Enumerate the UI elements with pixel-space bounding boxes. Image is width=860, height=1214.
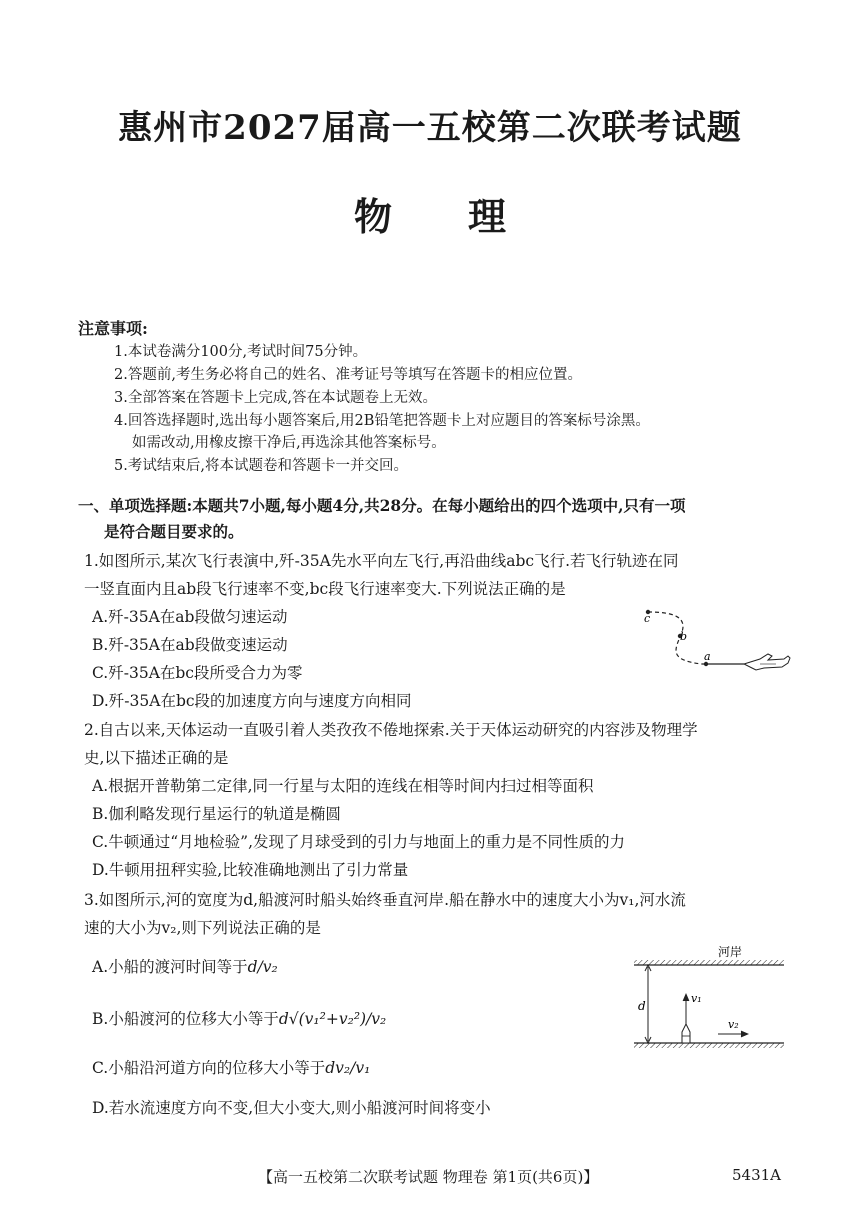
q3-option-b	[92, 1007, 386, 1029]
notes-heading: 注意事项:	[78, 319, 148, 338]
note-item: 4.回答选择题时,选出每小题答案后,用2B铅笔把答题卡上对应题目的答案标号涂黑。	[114, 413, 650, 429]
q3-option-a	[92, 955, 278, 977]
footer-page-info: 【高一五校第二次联考试题 物理卷 第1页(共6页)】	[258, 1168, 599, 1186]
q3-option-b-expr: d√(v₁²+v₂²)/v₂	[278, 1010, 387, 1028]
q3-option-c-text: C.小船沿河道方向的位移大小等于	[92, 1059, 326, 1077]
q1-option-b: B.歼-35A在ab段做变速运动	[92, 636, 288, 654]
q3-label-v1: v₁	[691, 992, 702, 1005]
subject-char-2: 理	[468, 194, 507, 239]
q2-stem-line: 史,以下描述正确的是	[84, 749, 229, 767]
q2-option-d: D.牛顿用扭秤实验,比较准确地测出了引力常量	[92, 861, 409, 879]
exam-title: 惠州市2027届高一五校第二次联考试题	[118, 108, 742, 148]
q3-river-figure	[628, 940, 788, 1052]
q2-stem-line: 2.自古以来,天体运动一直吸引着人类孜孜不倦地探索.关于天体运动研究的内容涉及物理学	[84, 721, 698, 739]
note-item: 如需改动,用橡皮擦干净后,再选涂其他答案标号。	[132, 435, 446, 451]
q1-option-d: D.歼-35A在bc段的加速度方向与速度方向相同	[92, 692, 412, 710]
q3-option-a-expr: d/v₂	[247, 958, 278, 976]
q3-label-d: d	[638, 999, 646, 1013]
q3-option-c	[92, 1056, 370, 1078]
q3-option-b-text: B.小船渡河的位移大小等于	[92, 1010, 279, 1028]
q3-stem-line: 速的大小为v₂,则下列说法正确的是	[84, 919, 321, 937]
q1-label-a: a	[704, 650, 711, 663]
q3-option-a-text: A.小船的渡河时间等于	[92, 958, 248, 976]
q1-stem-line: 1.如图所示,某次飞行表演中,歼-35A先水平向左飞行,再沿曲线abc飞行.若飞行轨迹在同	[84, 552, 679, 570]
q1-flight-path-figure	[636, 598, 796, 688]
section-heading: 一、单项选择题:本题共7小题,每小题4分,共28分。在每小题给出的四个选项中,只有一项	[78, 496, 686, 515]
q1-option-a: A.歼-35A在ab段做匀速运动	[92, 608, 288, 626]
note-item: 2.答题前,考生务必将自己的姓名、准考证号等填写在答题卡的相应位置。	[114, 367, 582, 383]
q1-stem-line: 一竖直面内且ab段飞行速率不变,bc段飞行速率变大.下列说法正确的是	[84, 580, 566, 598]
subject-char-1: 物	[353, 194, 392, 239]
section-heading-cont: 是符合题目要求的。	[104, 522, 244, 541]
q2-option-b: B.伽利略发现行星运行的轨道是椭圆	[92, 805, 341, 823]
jet-icon	[744, 654, 790, 670]
q3-label-v2: v₂	[728, 1018, 739, 1031]
q1-label-b: b	[680, 630, 688, 643]
note-item: 1.本试卷满分100分,考试时间75分钟。	[114, 344, 368, 360]
note-item: 5.考试结束后,将本试题卷和答题卡一并交回。	[114, 458, 408, 474]
q3-option-c-expr: dv₂/v₁	[325, 1059, 371, 1077]
q1-label-c: c	[644, 612, 651, 625]
subject-title	[0, 186, 860, 241]
q1-option-c: C.歼-35A在bc段所受合力为零	[92, 664, 303, 682]
q2-option-a: A.根据开普勒第二定律,同一行星与太阳的连线在相等时间内扫过相等面积	[92, 777, 594, 795]
q3-option-d: D.若水流速度方向不变,但大小变大,则小船渡河时间将变小	[92, 1099, 491, 1117]
footer-code: 5431A	[732, 1166, 782, 1184]
q3-stem-line: 3.如图所示,河的宽度为d,船渡河时船头始终垂直河岸.船在静水中的速度大小为v₁,河水流	[84, 891, 686, 909]
q2-option-c: C.牛顿通过“月地检验”,发现了月球受到的引力与地面上的重力是不同性质的力	[92, 833, 626, 851]
note-item: 3.全部答案在答题卡上完成,答在本试题卷上无效。	[114, 390, 437, 406]
q3-bank-label: 河岸	[718, 945, 743, 959]
boat-icon	[682, 1024, 690, 1043]
